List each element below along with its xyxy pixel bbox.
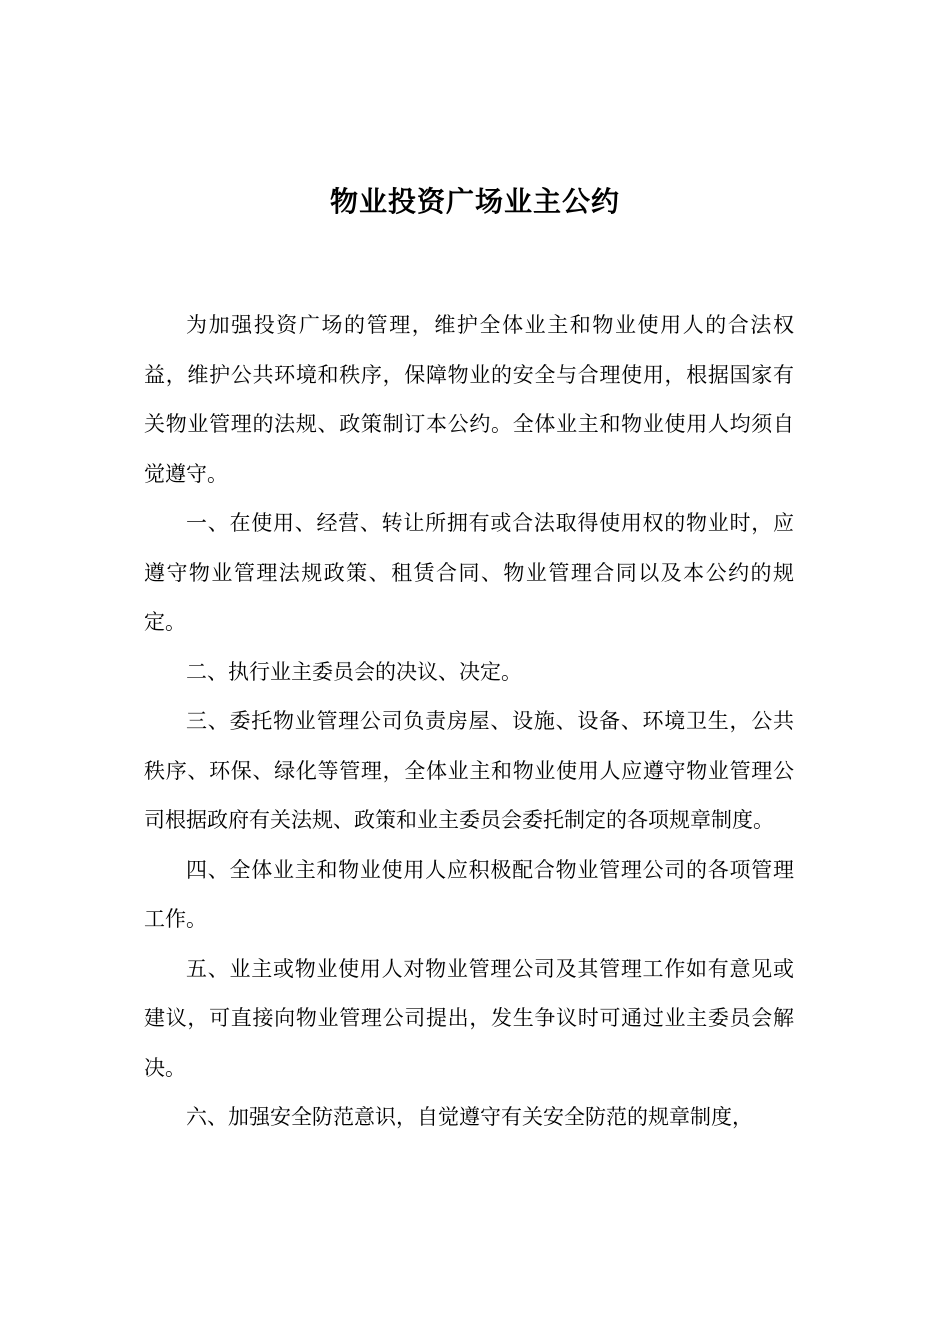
paragraph-clause-4: 四、全体业主和物业使用人应积极配合物业管理公司的各项管理工作。	[144, 857, 794, 931]
paragraph-clause-6: 六、加强安全防范意识，自觉遵守有关安全防范的规章制度，	[186, 1105, 753, 1129]
paragraph-preamble: 为加强投资广场的管理，维护全体业主和物业使用人的合法权益，维护公共环境和秩序，保障物业的安全与合理使用，根据国家有关物业管理的法规、政策制订本公约。全体业主和物业使用人均须自觉遵守。	[144, 313, 794, 486]
paragraph-clause-1: 一、在使用、经营、转让所拥有或合法取得使用权的物业时，应遵守物业管理法规政策、租赁合同、物业管理合同以及本公约的规定。	[144, 511, 794, 634]
paragraph-clause-2: 二、执行业主委员会的决议、决定。	[186, 659, 522, 684]
paragraph-clause-5: 五、业主或物业使用人对物业管理公司及其管理工作如有意见或建议，可直接向物业管理公司提出，发生争议时可通过业主委员会解决。	[144, 956, 794, 1080]
paragraph-clause-3: 三、委托物业管理公司负责房屋、设施、设备、环境卫生，公共秩序、环保、绿化等管理，全体业主和物业使用人应遵守物业管理公司根据政府有关法规、政策和业主委员会委托制定的各项规章制度。	[144, 709, 794, 832]
document-title: 物业投资广场业主公约	[329, 185, 620, 218]
document-body	[144, 301, 794, 1143]
